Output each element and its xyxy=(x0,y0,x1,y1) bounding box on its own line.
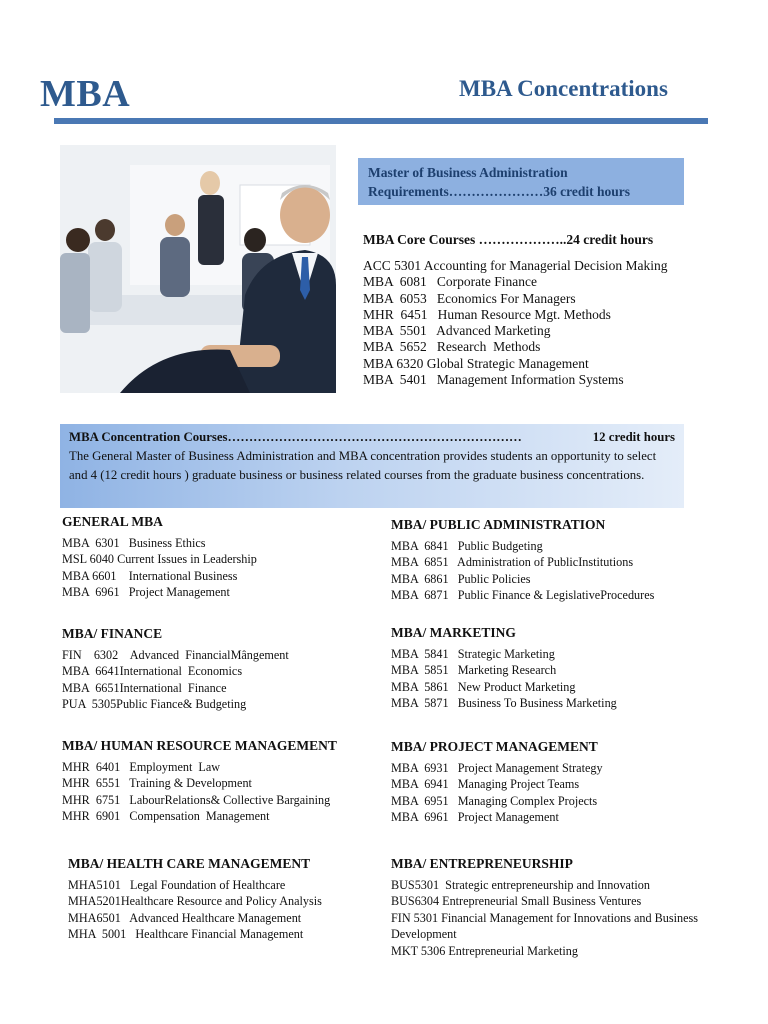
list-item: MHR 6401 Employment Law xyxy=(62,759,221,774)
concentration-heading-label: MBA Concentration Courses…………………………………………………………… xyxy=(69,430,522,444)
core-courses-list xyxy=(363,258,667,388)
section-title: MBA/ HEALTH CARE MANAGEMENT xyxy=(68,856,311,871)
list-item: MBA 5841 Strategic Marketing xyxy=(391,646,555,661)
list-item: MHA5101 Legal Foundation of Healthcare xyxy=(68,877,286,892)
section-title: MBA/ FINANCE xyxy=(62,626,163,641)
list-item: MBA 6861 Public Policies xyxy=(391,571,531,586)
list-item: MBA 6641International Economics xyxy=(62,664,243,678)
section-human-resource xyxy=(62,738,337,825)
list-item: MHR 6551 Training & Development xyxy=(62,776,252,790)
list-item: FIN 5301 Financial Management for Innovations and Business Development xyxy=(391,910,699,941)
page-title: MBA xyxy=(40,73,131,115)
list-item: MHA6501 Advanced Healthcare Management xyxy=(68,910,302,925)
list-item: MBA 5851 Marketing Research xyxy=(391,663,557,677)
concentration-heading xyxy=(69,428,675,447)
list-item: MBA 6053 Economics For Managers xyxy=(363,290,576,306)
list-item: MBA 5401 Management Information Systems xyxy=(363,372,624,388)
list-item: MHR 6451 Human Resource Mgt. Methods xyxy=(363,306,611,322)
section-title: GENERAL MBA xyxy=(62,514,163,529)
concentration-box xyxy=(60,424,684,508)
section-entrepreneurship xyxy=(391,856,721,959)
list-item: MBA 6301 Business Ethics xyxy=(62,535,206,550)
section-public-administration xyxy=(391,517,654,604)
section-title: MBA/ HUMAN RESOURCE MANAGEMENT xyxy=(62,738,337,753)
list-item: MBA 5652 Research Methods xyxy=(363,339,541,355)
list-item: MHR 6751 LabourRelations& Collective Bargaining xyxy=(62,792,331,807)
section-title: MBA/ PUBLIC ADMINISTRATION xyxy=(391,517,606,532)
section-title: MBA/ ENTREPRENEURSHIP xyxy=(391,856,573,871)
list-item: ACC 5301 Accounting for Managerial Decision Making xyxy=(363,258,668,273)
concentration-credit-hours: 12 credit hours xyxy=(592,430,675,444)
page-subtitle: MBA Concentrations xyxy=(459,76,668,101)
list-item: MBA 6851 Administration of PublicInstitutions xyxy=(391,555,634,569)
list-item: BUS6304 Entrepreneurial Small Business Ventures xyxy=(391,894,642,908)
section-project-management xyxy=(391,739,603,826)
list-item: PUA 5305Public Fiance& Budgeting xyxy=(62,697,247,711)
requirements-box xyxy=(358,158,684,205)
list-item: MKT 5306 Entrepreneurial Marketing xyxy=(391,943,578,958)
concentration-description: The General Master of Business Administration and MBA concentration provides students an opportunity to select and 4 (12 credit hours ) graduate business or business related courses from the graduate business concentrations. xyxy=(69,449,657,482)
requirements-line-2: Requirements…………………36 credit hours xyxy=(368,184,630,199)
core-courses-heading: MBA Core Courses ………………..24 credit hours xyxy=(363,232,654,247)
section-title: MBA/ PROJECT MANAGEMENT xyxy=(391,739,598,754)
list-item: MHR 6901 Compensation Management xyxy=(62,809,270,823)
list-item: MHA5201Healthcare Resource and Policy Analysis xyxy=(68,894,322,908)
header-rule xyxy=(54,118,708,124)
list-item: MBA 6651International Finance xyxy=(62,680,227,695)
list-item: MBA 6081 Corporate Finance xyxy=(363,274,537,290)
section-general-mba xyxy=(62,514,257,601)
section-finance xyxy=(62,626,289,713)
section-marketing xyxy=(391,625,617,712)
list-item: MBA 6871 Public Finance & LegislativeProcedures xyxy=(391,588,655,602)
list-item: MHA 5001 Healthcare Financial Management xyxy=(68,927,304,941)
business-meeting-photo xyxy=(60,145,336,393)
section-health-care xyxy=(68,856,322,943)
list-item: MBA 5871 Business To Business Marketing xyxy=(391,696,617,710)
list-item: MSL 6040 Current Issues in Leadership xyxy=(62,552,257,566)
list-item: MBA 6841 Public Budgeting xyxy=(391,538,543,553)
list-item: MBA 6961 Project Management xyxy=(391,810,559,824)
list-item: MBA 6931 Project Management Strategy xyxy=(391,760,603,775)
section-title: MBA/ MARKETING xyxy=(391,625,516,640)
list-item: MBA 5501 Advanced Marketing xyxy=(363,323,551,339)
list-item: MBA 5861 New Product Marketing xyxy=(391,679,576,694)
list-item: FIN 6302 Advanced FinancialMângement xyxy=(62,647,289,662)
list-item: MBA 6961 Project Management xyxy=(62,585,230,599)
list-item: MBA 6941 Managing Project Teams xyxy=(391,777,580,791)
list-item: MBA 6951 Managing Complex Projects xyxy=(391,793,598,808)
list-item: BUS5301 Strategic entrepreneurship and Innovation xyxy=(391,877,650,892)
list-item: MBA 6601 International Business xyxy=(62,568,238,583)
list-item: MBA 6320 Global Strategic Management xyxy=(363,355,589,371)
requirements-line-1: Master of Business Administration xyxy=(368,165,568,180)
